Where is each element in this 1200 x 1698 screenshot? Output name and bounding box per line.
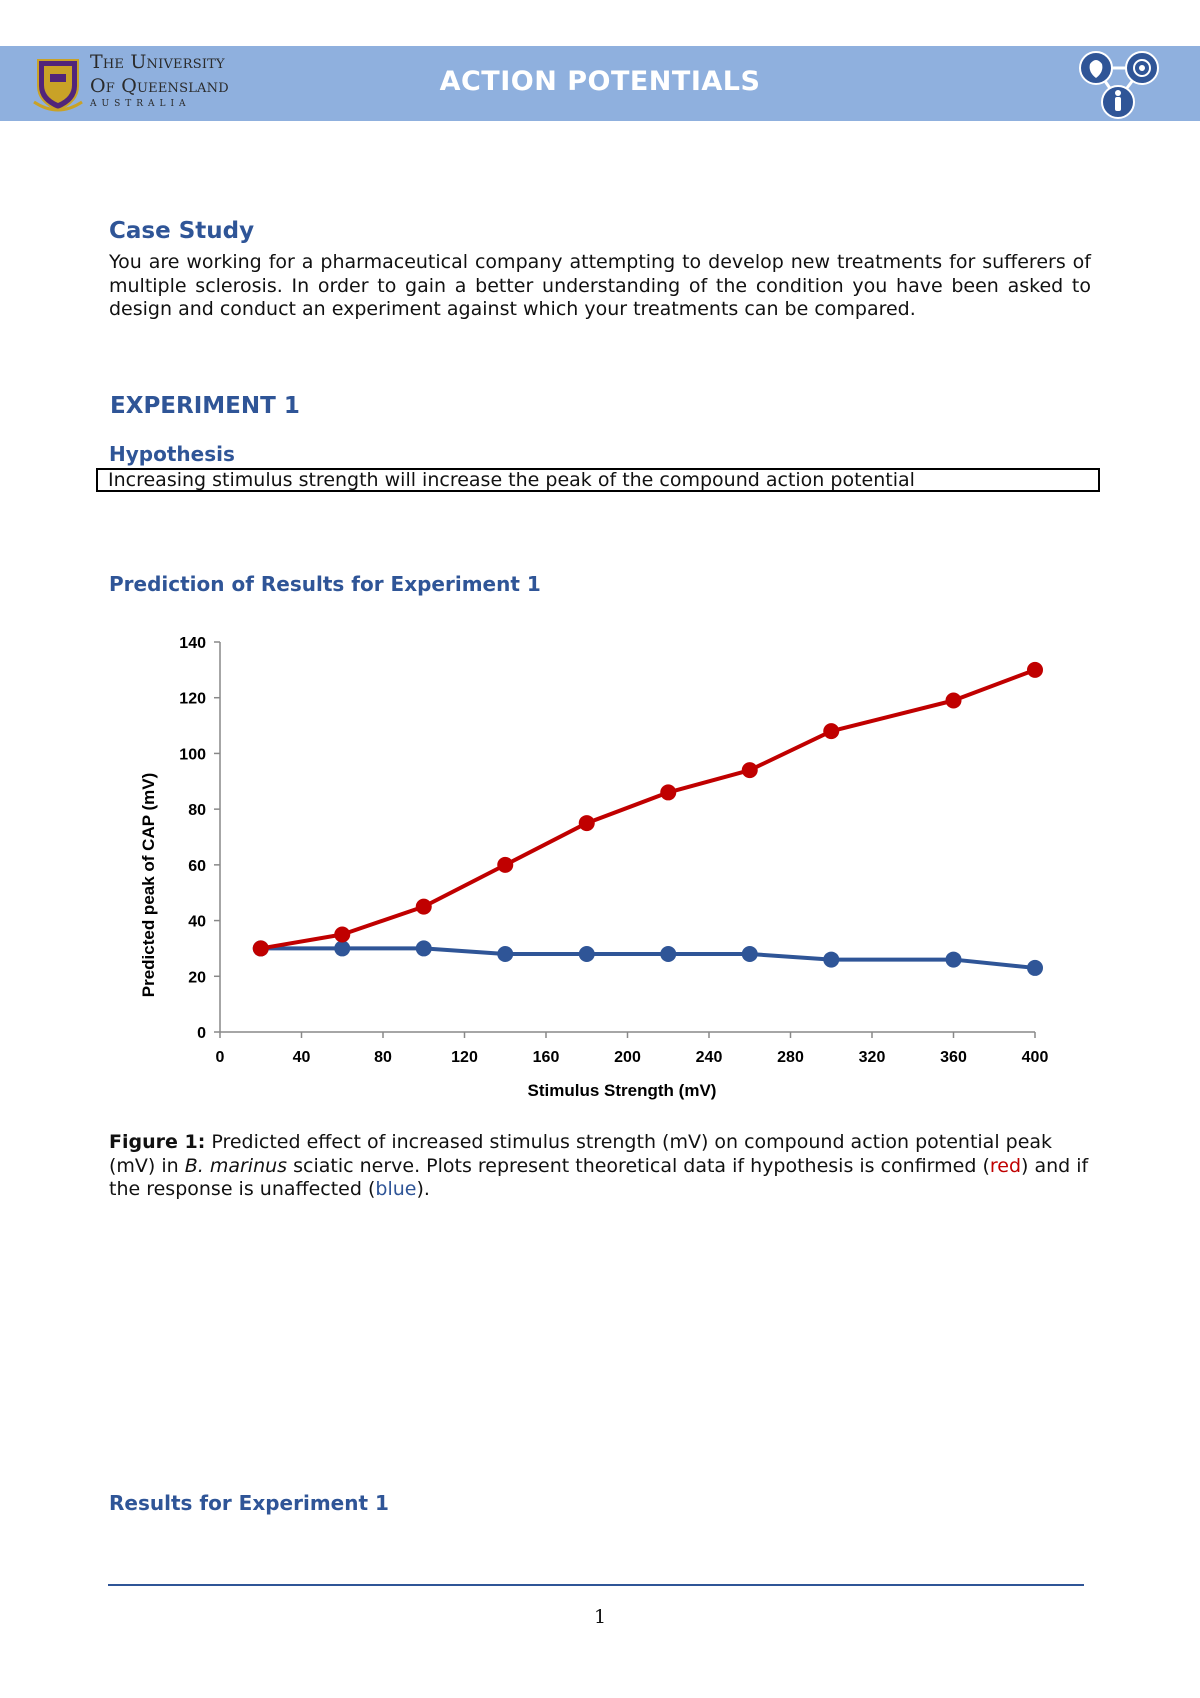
series-line bbox=[261, 670, 1035, 949]
y-tick-label: 20 bbox=[188, 969, 206, 987]
data-point bbox=[823, 952, 839, 968]
y-tick-label: 140 bbox=[179, 635, 206, 652]
data-point bbox=[823, 723, 839, 739]
university-line-3: AUSTRALIA bbox=[90, 99, 191, 109]
y-tick-label: 40 bbox=[188, 913, 206, 931]
hypothesis-text: Increasing stimulus strength will increase the peak of the compound action potential bbox=[108, 469, 915, 491]
experiment-heading: EXPERIMENT 1 bbox=[110, 393, 300, 419]
person-icon bbox=[1102, 86, 1134, 118]
hypothesis-heading: Hypothesis bbox=[109, 442, 235, 466]
data-point bbox=[416, 940, 432, 956]
x-tick-label: 160 bbox=[532, 1049, 560, 1066]
x-tick-label: 80 bbox=[374, 1049, 392, 1066]
series-line bbox=[261, 948, 1035, 968]
caption-text-1: Predicted effect of increased stimulus strength (mV) on compound action potential peak (mV) in bbox=[109, 1131, 1053, 1177]
data-point bbox=[1027, 960, 1043, 976]
y-tick-label: 0 bbox=[197, 1025, 206, 1042]
x-tick-label: 360 bbox=[940, 1049, 967, 1066]
y-tick-label: 120 bbox=[179, 690, 206, 708]
page-number: 1 bbox=[593, 1606, 607, 1628]
series-0 bbox=[253, 662, 1043, 957]
data-point bbox=[742, 946, 758, 962]
chart-series-layer bbox=[253, 662, 1043, 976]
x-tick-label: 120 bbox=[451, 1049, 478, 1066]
data-point bbox=[579, 946, 595, 962]
data-point bbox=[253, 940, 269, 956]
data-point bbox=[416, 899, 432, 915]
cell-icon bbox=[1126, 52, 1158, 84]
results-heading: Results for Experiment 1 bbox=[109, 1491, 389, 1515]
data-point bbox=[497, 946, 513, 962]
x-tick-label: 40 bbox=[292, 1049, 311, 1066]
x-tick-label: 0 bbox=[215, 1049, 225, 1066]
data-point bbox=[1027, 662, 1043, 678]
university-line-1: The University bbox=[90, 51, 225, 73]
data-point bbox=[334, 940, 350, 956]
caption-text-3: ) and if the response is unaffected ( bbox=[109, 1154, 1089, 1200]
caption-blue-word: blue bbox=[375, 1178, 417, 1200]
case-study-heading: Case Study bbox=[109, 218, 255, 244]
caption-text-4: ). bbox=[416, 1178, 430, 1200]
footer-divider bbox=[108, 1584, 1084, 1586]
x-tick-label: 200 bbox=[614, 1049, 641, 1066]
x-tick-label: 320 bbox=[858, 1049, 886, 1066]
figure-caption bbox=[109, 1131, 1091, 1202]
page-title: ACTION POTENTIALS bbox=[439, 66, 761, 97]
x-tick-label: 280 bbox=[777, 1049, 804, 1066]
header-banner bbox=[0, 46, 1200, 121]
case-study-text: You are working for a pharmaceutical company attempting to develop new treatments for sufferers of multiple sclerosis. In order to gain a better understanding of the condition you have been asked to design and conduct an experiment against which your treatments can be compared. bbox=[109, 251, 1091, 320]
caption-red-word: red bbox=[989, 1154, 1022, 1177]
data-point bbox=[660, 784, 676, 800]
data-point bbox=[497, 857, 513, 873]
data-point bbox=[946, 952, 962, 968]
prediction-heading: Prediction of Results for Experiment 1 bbox=[109, 572, 541, 596]
data-point bbox=[660, 946, 676, 962]
data-point bbox=[334, 927, 350, 943]
x-tick-label: 240 bbox=[695, 1049, 723, 1066]
x-axis-label: Stimulus Strength (mV) bbox=[527, 1081, 717, 1100]
hypothesis-box bbox=[96, 468, 1100, 492]
heart-icon bbox=[1080, 52, 1112, 84]
y-tick-label: 100 bbox=[179, 746, 206, 764]
data-point bbox=[579, 815, 595, 831]
caption-label: Figure 1: bbox=[109, 1131, 206, 1153]
university-line-2: Of Queensland bbox=[90, 75, 229, 97]
prediction-chart bbox=[120, 620, 1080, 1110]
chart-axes bbox=[179, 635, 1048, 1066]
caption-species: B. marinus bbox=[184, 1154, 288, 1177]
y-axis-label: Predicted peak of CAP (mV) bbox=[139, 772, 158, 998]
caption-text-2: sciatic nerve. Plots represent theoretical data if hypothesis is confirmed ( bbox=[287, 1154, 990, 1177]
x-tick-label: 400 bbox=[1021, 1049, 1049, 1066]
y-tick-label: 60 bbox=[188, 857, 206, 875]
science-icons-cluster bbox=[1076, 48, 1166, 120]
data-point bbox=[946, 693, 962, 709]
data-point bbox=[742, 762, 758, 778]
series-1 bbox=[253, 940, 1043, 976]
y-tick-label: 80 bbox=[188, 802, 206, 820]
